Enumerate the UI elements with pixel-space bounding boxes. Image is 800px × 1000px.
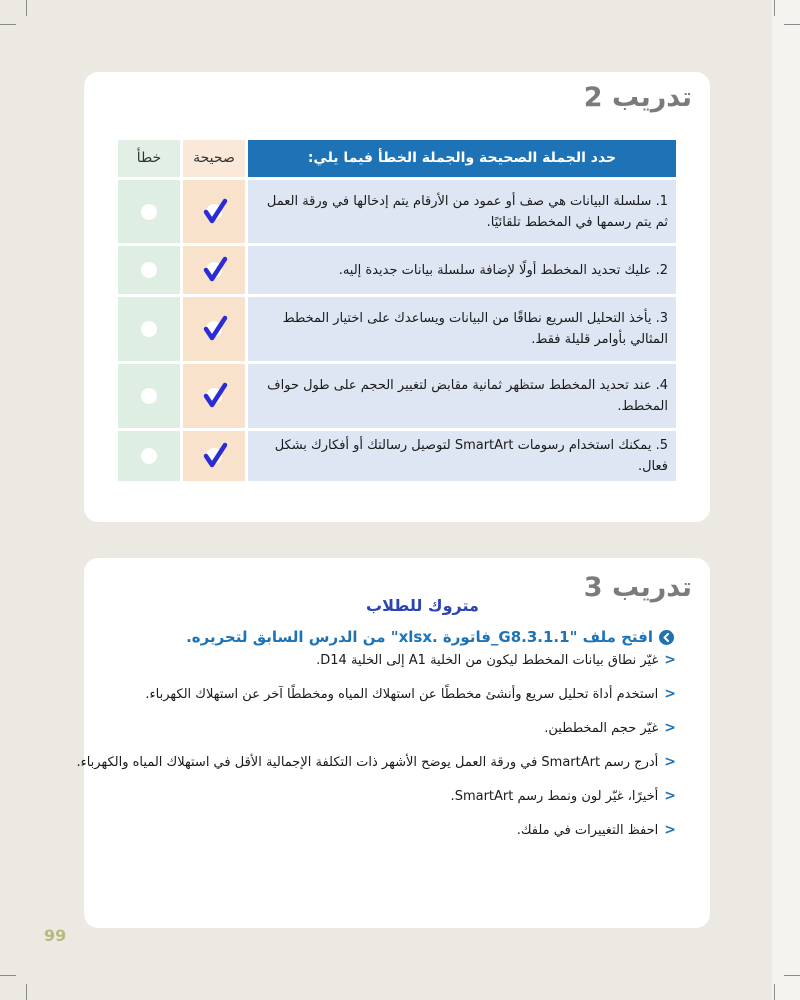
statement-cell [248, 246, 676, 294]
false-cell [118, 297, 180, 361]
exercise-3-card [76, 558, 710, 928]
chevron-left-icon: < [664, 720, 676, 736]
crop-mark [0, 975, 16, 976]
false-radio[interactable] [141, 321, 157, 337]
false-cell [118, 180, 180, 243]
table-row [118, 364, 676, 428]
open-file-instruction [186, 628, 674, 646]
statement-cell [248, 364, 676, 428]
true-cell [183, 364, 245, 428]
list-item [145, 686, 676, 702]
crop-mark [784, 24, 800, 25]
list-item [76, 754, 676, 770]
table-row [118, 246, 676, 294]
statement-text: 5. يمكنك استخدام رسومات SmartArt لتوصيل رسالتك أو أفكارك بشكل فعال. [274, 438, 668, 474]
list-item [316, 652, 676, 668]
checkmark-icon [200, 314, 230, 344]
exercise-3-title: تدريب 3 [583, 572, 692, 603]
exercise-2-title: تدريب 2 [583, 82, 692, 113]
exercise-2-card [84, 72, 710, 522]
step-text: أخيرًا، غيّر لون ونمط رسم SmartArt. [450, 788, 659, 804]
header-question: حدد الجملة الصحيحة والجملة الخطأ فيما يلي: [248, 140, 676, 177]
table-row [118, 297, 676, 361]
statement-text: 1. سلسلة البيانات هي صف أو عمود من الأرقام يتم إدخالها في ورقة العمل ثم يتم رسمها في المخطط تلقائيًا. [266, 193, 668, 230]
crop-mark [26, 984, 27, 1000]
checkmark-icon [200, 381, 230, 411]
false-radio[interactable] [141, 448, 157, 464]
list-item [544, 720, 676, 736]
crop-mark [784, 975, 800, 976]
crop-mark [774, 984, 775, 1000]
statement-cell [248, 180, 676, 243]
left-to-students-note: متروك للطلاب [366, 596, 479, 615]
open-file-text: افتح ملف "G8.3.1.1_فاتورة .xlsx" من الدرس السابق لتحريره. [186, 628, 653, 646]
page-number: 99 [44, 926, 67, 945]
false-cell [118, 364, 180, 428]
checkmark-icon [200, 255, 230, 285]
step-text: احفظ التغييرات في ملفك. [516, 822, 659, 838]
false-radio[interactable] [141, 204, 157, 220]
chevron-left-icon: < [664, 822, 676, 838]
chevron-left-icon: < [664, 788, 676, 804]
checkmark-icon [200, 197, 230, 227]
step-text: استخدم أداة تحليل سريع وأنشئ مخططًا عن استهلاك المياه ومخططًا آخر عن استهلاك الكهرباء. [145, 686, 659, 702]
chevron-left-icon: < [664, 754, 676, 770]
checkmark-icon [200, 441, 230, 471]
header-false: خطأ [118, 140, 180, 177]
step-text: غيّر نطاق بيانات المخطط ليكون من الخلية A1 إلى الخلية D14. [316, 652, 659, 668]
page-edge-strip [772, 0, 800, 1000]
statement-cell [248, 431, 676, 481]
step-text: غيّر حجم المخططين. [544, 720, 659, 736]
false-cell [118, 431, 180, 481]
true-cell [183, 180, 245, 243]
crop-mark [0, 24, 16, 25]
crop-mark [26, 0, 27, 16]
statement-text: 3. يأخذ التحليل السريع نطاقًا من البيانات ويساعدك على اختيار المخطط المثالي بأوامر قليلة فقط. [282, 311, 668, 347]
header-true: صحيحة [183, 140, 245, 177]
false-cell [118, 246, 180, 294]
statement-text: 4. عند تحديد المخطط ستظهر ثمانية مقابض لتغيير الحجم على طول حواف المخطط. [267, 378, 668, 414]
false-radio[interactable] [141, 262, 157, 278]
chevron-left-icon: < [664, 652, 676, 668]
crop-mark [774, 0, 775, 16]
true-cell [183, 297, 245, 361]
chevron-circle-icon [659, 630, 674, 645]
false-radio[interactable] [141, 388, 157, 404]
list-item [451, 788, 676, 804]
statement-text: 2. عليك تحديد المخطط أولًا لإضافة سلسلة بيانات جديدة إليه. [338, 262, 668, 278]
table-row [118, 431, 676, 481]
true-cell [183, 431, 245, 481]
statement-cell [248, 297, 676, 361]
chevron-left-icon: < [664, 686, 676, 702]
step-text: أدرج رسم SmartArt في ورقة العمل يوضح الأشهر ذات التكلفة الإجمالية الأقل في استهلاك المياه والكهرباء. [76, 754, 659, 770]
table-row [118, 180, 676, 243]
list-item [517, 822, 676, 838]
true-cell [183, 246, 245, 294]
